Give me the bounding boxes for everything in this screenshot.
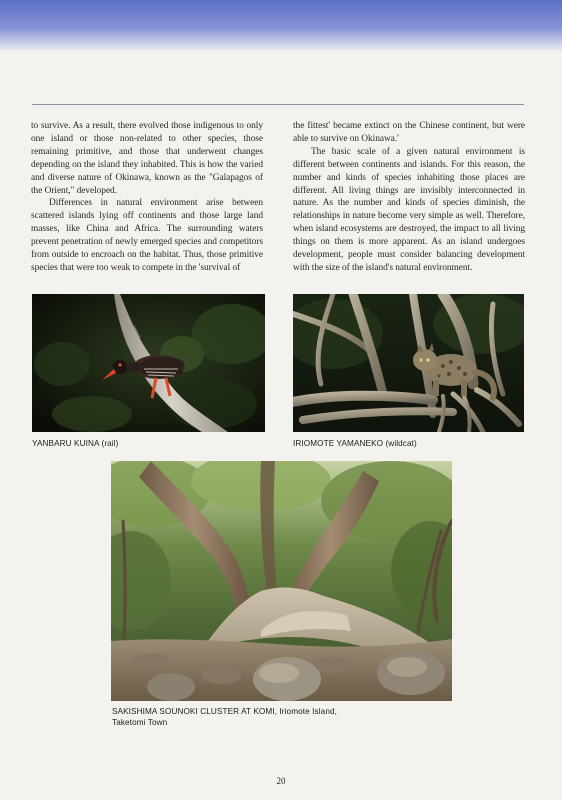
photo-sakishima-sounoki xyxy=(111,461,452,701)
paragraph: The basic scale of a given natural environment is different between continents and islands. For this reason, the number and kinds of species inhabiting those places are different. All living things are invisibly interconnected in nature. As the number and kinds of species diminish, the relationships in nature become very simple as well. Therefore, when island ecosystems are destroyed, the impact to all living things on them is more apparent. As an island undergoes development, people must consider balancing development with the size of the island's natural environment. xyxy=(293,146,525,273)
paragraph: the fittest' became extinct on the Chinese continent, but were able to survive on Okinawa.' xyxy=(293,121,525,144)
photo-yanbaru-kuina xyxy=(32,294,265,432)
paragraph: to survive. As a result, there evolved those indigenous to only one island or those non-related to other species, those remaining primitive, and those that underwent changes depending on the island they inhabited. This is how the varied and diverse nature of Okinawa, known as the "Galapagos of the Orient," developed. xyxy=(31,121,263,196)
paragraph: Differences in natural environment arise between scattered islands lying off continents and those large land masses, like China and Africa. The surrounding waters prevent penetration of newly emerged species and competitors from outside to encroach on the habitat. Thus, those primitive species that were too weak to compete in the 'survival of xyxy=(31,198,263,273)
photo-caption-rail: YANBARU KUINA (rail) xyxy=(32,439,119,448)
photo-caption-wildcat: IRIOMOTE YAMANEKO (wildcat) xyxy=(293,439,417,448)
text-column-right xyxy=(293,120,525,275)
header-color-band xyxy=(0,0,562,52)
photo-iriomote-yamaneko xyxy=(293,294,524,432)
photo-caption-tree: SAKISHIMA SOUNOKI CLUSTER AT KOMI, Iriomote Island, Taketomi Town xyxy=(112,707,338,727)
page-number: 20 xyxy=(276,776,286,786)
header-rule xyxy=(32,104,524,105)
text-column-left xyxy=(31,120,263,275)
